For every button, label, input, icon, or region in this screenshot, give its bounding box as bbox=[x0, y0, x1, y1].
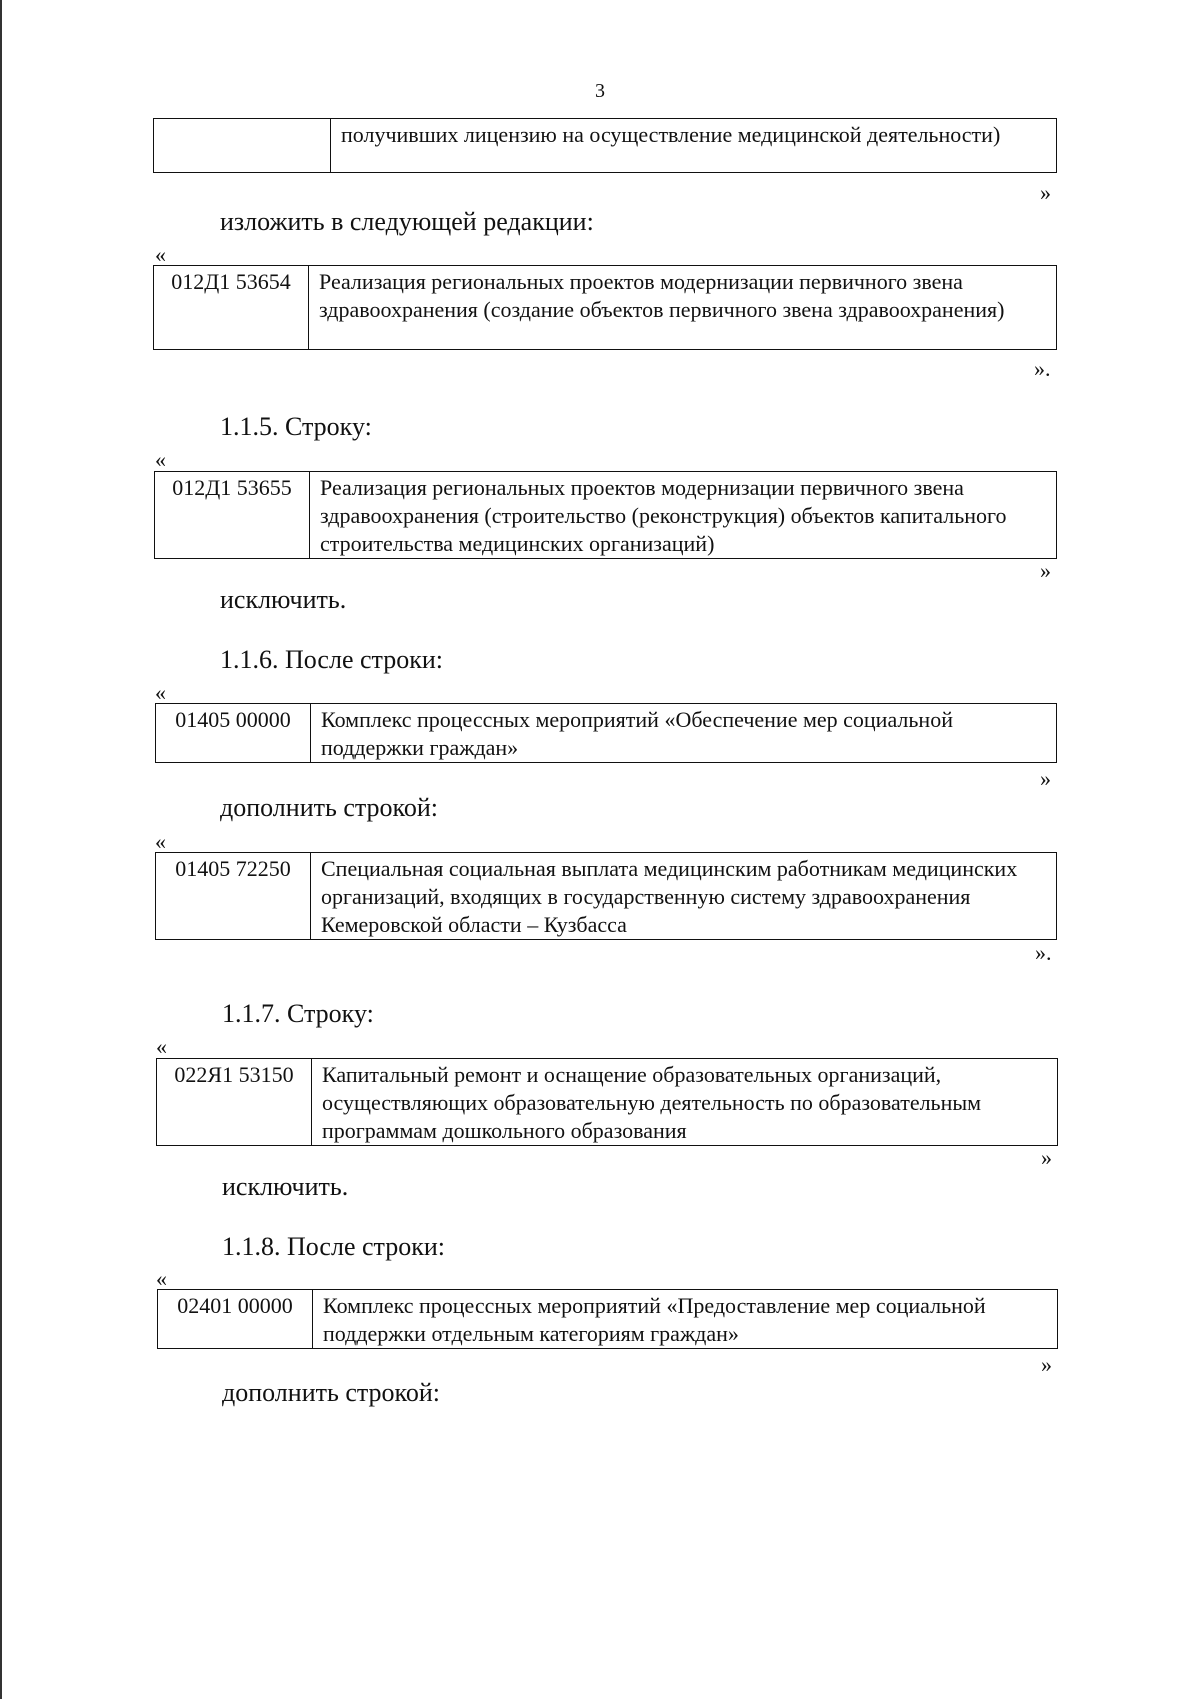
instruction-text: исключить. bbox=[222, 1172, 349, 1201]
closing-quote-period: ». bbox=[1034, 356, 1051, 381]
section-heading-1-1-8: 1.1.8. После строки: bbox=[222, 1232, 445, 1261]
description-cell: Комплекс процессных мероприятий «Предоставление мер социальной поддержки отдельным категориям граждан» bbox=[313, 1290, 1058, 1349]
instruction-text: дополнить строкой: bbox=[222, 1378, 440, 1407]
code-cell: 012Д1 53655 bbox=[155, 472, 310, 559]
code-cell bbox=[154, 119, 331, 173]
description-cell: Специальная социальная выплата медицинским работникам медицинских организаций, входящих в государственную систему здравоохранения Кемеровской области – Кузбасса bbox=[311, 853, 1057, 940]
opening-quote: « bbox=[156, 1034, 167, 1059]
code-cell: 022Я1 53150 bbox=[157, 1059, 312, 1146]
description-cell: Реализация региональных проектов модернизации первичного звена здравоохранения (строительство (реконструкция) объектов капитального строительства медицинских организаций) bbox=[310, 472, 1057, 559]
instruction-text: дополнить строкой: bbox=[220, 793, 438, 822]
table-row bbox=[156, 704, 1057, 763]
closing-quote: » bbox=[1040, 766, 1051, 791]
code-cell: 01405 72250 bbox=[156, 853, 311, 940]
table-row bbox=[157, 1059, 1058, 1146]
opening-quote: « bbox=[155, 447, 166, 472]
table-row bbox=[158, 1290, 1058, 1349]
closing-quote: » bbox=[1040, 180, 1051, 205]
code-cell: 012Д1 53654 bbox=[154, 266, 309, 350]
table-row bbox=[154, 266, 1057, 350]
opening-quote: « bbox=[156, 1266, 167, 1291]
opening-quote: « bbox=[155, 680, 166, 705]
description-cell: Капитальный ремонт и оснащение образовательных организаций, осуществляющих образовательную деятельность по образовательным программам дошкольного образования bbox=[312, 1059, 1058, 1146]
opening-quote: « bbox=[155, 829, 166, 854]
code-cell: 01405 00000 bbox=[156, 704, 311, 763]
code-cell: 02401 00000 bbox=[158, 1290, 313, 1349]
budget-row-table bbox=[157, 1289, 1058, 1349]
section-heading-1-1-7: 1.1.7. Строку: bbox=[222, 999, 374, 1028]
budget-row-table bbox=[155, 852, 1057, 940]
budget-row-table bbox=[154, 471, 1057, 559]
budget-row-table bbox=[155, 703, 1057, 763]
description-cell: получивших лицензию на осуществление медицинской деятельности) bbox=[331, 119, 1057, 173]
section-heading-1-1-6: 1.1.6. После строки: bbox=[220, 645, 443, 674]
page-left-edge bbox=[0, 0, 2, 1699]
table-row bbox=[156, 853, 1057, 940]
closing-quote: » bbox=[1041, 1145, 1052, 1170]
instruction-text: изложить в следующей редакции: bbox=[220, 207, 594, 236]
budget-row-table bbox=[153, 265, 1057, 350]
page-number: 3 bbox=[595, 80, 605, 102]
opening-quote: « bbox=[155, 242, 166, 267]
description-cell: Реализация региональных проектов модернизации первичного звена здравоохранения (создание объектов первичного звена здравоохранения) bbox=[309, 266, 1057, 350]
instruction-text: исключить. bbox=[220, 585, 347, 614]
closing-quote: » bbox=[1041, 1352, 1052, 1377]
description-cell: Комплекс процессных мероприятий «Обеспечение мер социальной поддержки граждан» bbox=[311, 704, 1057, 763]
budget-row-table bbox=[153, 118, 1057, 173]
closing-quote: » bbox=[1040, 558, 1051, 583]
section-heading-1-1-5: 1.1.5. Строку: bbox=[220, 412, 372, 441]
table-row bbox=[155, 472, 1057, 559]
closing-quote-period: ». bbox=[1035, 940, 1052, 965]
budget-row-table bbox=[156, 1058, 1058, 1146]
table-row bbox=[154, 119, 1057, 173]
